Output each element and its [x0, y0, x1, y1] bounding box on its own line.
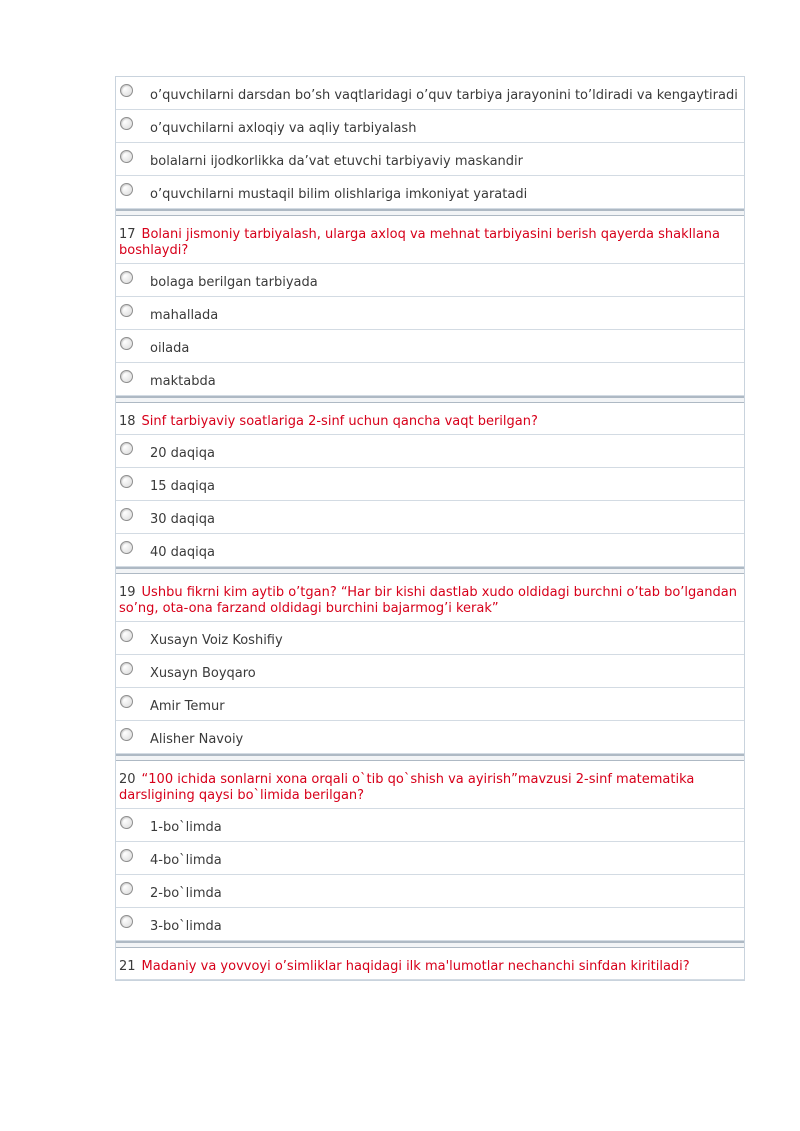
answer-option[interactable] — [116, 143, 744, 176]
question-number: 18 — [119, 414, 136, 429]
radio-button-icon[interactable] — [120, 662, 133, 675]
answer-option-label: 15 daqiqa — [150, 479, 215, 494]
answer-option-label: oilada — [150, 341, 190, 356]
answer-option[interactable] — [116, 908, 744, 941]
answer-option[interactable] — [116, 842, 744, 875]
radio-button-icon[interactable] — [120, 629, 133, 642]
answer-option-label: o’quvchilarni mustaqil bilim olishlariga imkoniyat yaratadi — [150, 187, 528, 202]
question-label: Madaniy va yovvoyi o’simliklar haqidagi ilk ma'lumotlar nechanchi sinfdan kiritiladi? — [141, 959, 690, 974]
question-separator — [116, 209, 744, 216]
radio-button-icon[interactable] — [120, 183, 133, 196]
answer-option-label: 3-bo`limda — [150, 919, 222, 934]
answer-option[interactable] — [116, 363, 744, 396]
question-label: Ushbu fikrni kim aytib o’tgan? “Har bir kishi dastlab xudo oldidagi burchni o’tab bo’lgandan so’ng, ota-ona farzand oldidagi burchini bajarmog’i kerak” — [119, 585, 737, 616]
question-text — [116, 948, 744, 980]
answer-option-label: o’quvchilarni darsdan bo’sh vaqtlaridagi o’quv tarbiya jarayonini to’ldiradi va kengaytiradi — [150, 88, 738, 103]
question-number: 21 — [119, 959, 136, 974]
question-text — [116, 216, 744, 264]
question-separator — [116, 941, 744, 948]
question-separator — [116, 396, 744, 403]
answer-option[interactable] — [116, 435, 744, 468]
radio-button-icon[interactable] — [120, 150, 133, 163]
radio-button-icon[interactable] — [120, 304, 133, 317]
answer-option-label: o’quvchilarni axloqiy va aqliy tarbiyalash — [150, 121, 417, 136]
answer-option-label: Amir Temur — [150, 699, 225, 714]
radio-button-icon[interactable] — [120, 541, 133, 554]
radio-button-icon[interactable] — [120, 915, 133, 928]
answer-option-label: 20 daqiqa — [150, 446, 215, 461]
radio-button-icon[interactable] — [120, 849, 133, 862]
answer-option[interactable] — [116, 77, 744, 110]
answer-option[interactable] — [116, 297, 744, 330]
answer-option[interactable] — [116, 721, 744, 754]
question-number: 17 — [119, 227, 136, 242]
answer-option[interactable] — [116, 655, 744, 688]
answer-option-label: 1-bo`limda — [150, 820, 222, 835]
answer-option-label: 40 daqiqa — [150, 545, 215, 560]
answer-option[interactable] — [116, 534, 744, 567]
answer-option-label: mahallada — [150, 308, 219, 323]
answer-option-label: Xusayn Voiz Koshifiy — [150, 633, 283, 648]
radio-button-icon[interactable] — [120, 337, 133, 350]
radio-button-icon[interactable] — [120, 882, 133, 895]
answer-option[interactable] — [116, 176, 744, 209]
answer-option-label: Alisher Navoiy — [150, 732, 244, 747]
answer-option-label: maktabda — [150, 374, 216, 389]
question-label: Sinf tarbiyaviy soatlariga 2-sinf uchun qancha vaqt berilgan? — [141, 414, 538, 429]
question-text — [116, 574, 744, 622]
radio-button-icon[interactable] — [120, 475, 133, 488]
radio-button-icon[interactable] — [120, 370, 133, 383]
answer-option-label: bolaga berilgan tarbiyada — [150, 275, 318, 290]
radio-button-icon[interactable] — [120, 117, 133, 130]
question-text — [116, 403, 744, 435]
answer-option[interactable] — [116, 264, 744, 297]
question-label: “100 ichida sonlarni xona orqali o`tib qo`shish va ayirish”mavzusi 2-sinf matematika darsligining qaysi bo`limida berilgan? — [119, 772, 695, 803]
answer-option[interactable] — [116, 110, 744, 143]
answer-option-label: 2-bo`limda — [150, 886, 222, 901]
question-number: 19 — [119, 585, 136, 600]
answer-option[interactable] — [116, 501, 744, 534]
answer-option[interactable] — [116, 622, 744, 655]
answer-option[interactable] — [116, 875, 744, 908]
answer-option-label: bolalarni ijodkorlikka da’vat etuvchi tarbiyaviy maskandir — [150, 154, 523, 169]
radio-button-icon[interactable] — [120, 728, 133, 741]
question-text — [116, 761, 744, 809]
question-separator — [116, 567, 744, 574]
radio-button-icon[interactable] — [120, 508, 133, 521]
question-separator — [116, 754, 744, 761]
answer-option[interactable] — [116, 688, 744, 721]
answer-option-label: 4-bo`limda — [150, 853, 222, 868]
answer-option[interactable] — [116, 809, 744, 842]
answer-option[interactable] — [116, 468, 744, 501]
radio-button-icon[interactable] — [120, 695, 133, 708]
question-number: 20 — [119, 772, 136, 787]
radio-button-icon[interactable] — [120, 816, 133, 829]
question-label: Bolani jismoniy tarbiyalash, ularga axloq va mehnat tarbiyasini berish qayerda shakllana boshlaydi? — [119, 227, 721, 258]
radio-button-icon[interactable] — [120, 442, 133, 455]
answer-option-label: 30 daqiqa — [150, 512, 215, 527]
answer-option-label: Xusayn Boyqaro — [150, 666, 256, 681]
radio-button-icon[interactable] — [120, 271, 133, 284]
radio-button-icon[interactable] — [120, 84, 133, 97]
quiz-sheet — [115, 76, 745, 981]
answer-option[interactable] — [116, 330, 744, 363]
